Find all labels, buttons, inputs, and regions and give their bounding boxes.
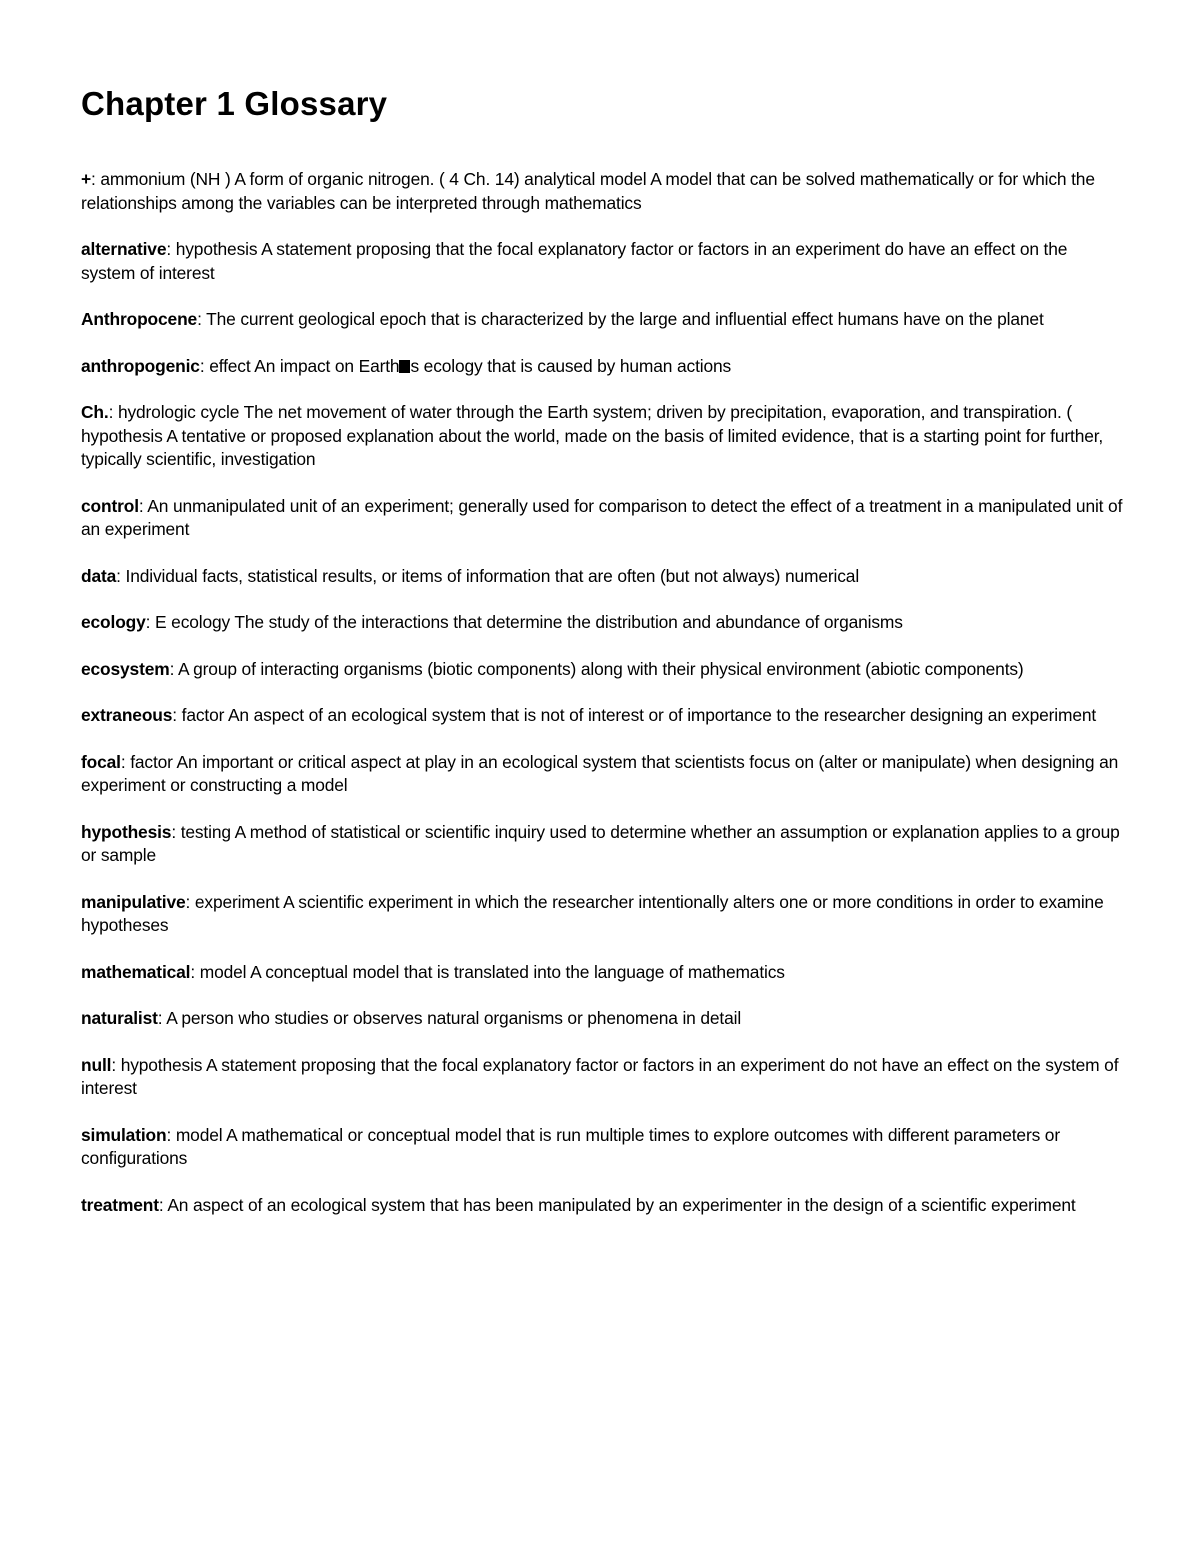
glossary-definition: A group of interacting organisms (biotic components) along with their physical environment (abiotic components) <box>177 658 1024 679</box>
glossary-entry <box>81 751 1126 798</box>
glossary-definition-part: s ecology that is caused by human actions <box>410 355 732 376</box>
glossary-entry <box>81 238 1126 285</box>
glossary-definition: A person who studies or observes natural organisms or phenomena in detail <box>166 1008 742 1028</box>
glossary-definition: An unmanipulated unit of an experiment; generally used for comparison to detect the effect of a treatment in a manipulated unit of an experiment <box>81 495 1123 539</box>
glossary-entry <box>81 355 1126 379</box>
glossary-term: focal <box>81 751 121 772</box>
term-separator: : <box>166 1124 176 1145</box>
term-separator: : <box>111 1054 121 1075</box>
glossary-entry <box>81 308 1126 332</box>
glossary-definition: factor An aspect of an ecological system that is not of interest or of importance to the researcher designing an experiment <box>181 705 1097 725</box>
glossary-term: alternative <box>81 239 167 259</box>
term-separator: : <box>169 658 178 679</box>
glossary-list <box>81 168 1126 1217</box>
glossary-definition-part: effect An impact on Earth <box>209 355 400 376</box>
glossary-definition: E ecology The study of the interactions that determine the distribution and abundance of organisms <box>155 612 903 632</box>
term-separator: : <box>185 891 195 912</box>
glossary-entry <box>81 1124 1126 1171</box>
term-separator: : <box>91 169 101 189</box>
glossary-definition: ammonium (NH ) A form of organic nitrogen. ( 4 Ch. 14) analytical model A model that can be solved mathematically or for which the relationships among the variables can be interpreted through mathematics <box>81 169 1095 213</box>
glossary-entry <box>81 1007 1126 1031</box>
glossary-entry <box>81 401 1126 472</box>
glossary-term: anthropogenic <box>81 355 200 376</box>
term-separator: : <box>120 751 131 772</box>
page-title: Chapter 1 Glossary <box>81 85 388 122</box>
glossary-definition: testing A method of statistical or scientific inquiry used to determine whether an assumption or explanation applies to a group or sample <box>81 821 1120 865</box>
term-separator: : <box>199 355 210 376</box>
glossary-term: null <box>81 1054 112 1075</box>
glossary-term: naturalist <box>81 1008 158 1028</box>
term-separator: : <box>166 239 176 259</box>
term-separator: : <box>197 309 207 329</box>
glossary-term: simulation <box>81 1124 167 1145</box>
glossary-definition: Individual facts, statistical results, or items of information that are often (but not always) numerical <box>125 565 860 586</box>
glossary-term: Anthropocene <box>81 309 198 329</box>
term-separator: : <box>172 705 182 725</box>
glossary-term: data <box>81 565 117 586</box>
glossary-definition: hypothesis A statement proposing that the focal explanatory factor or factors in an experiment do not have an effect on the system of interest <box>81 1054 1119 1098</box>
term-separator: : <box>145 612 156 632</box>
glossary-definition: model A conceptual model that is translated into the language of mathematics <box>199 961 785 982</box>
glossary-term: hypothesis <box>81 821 172 842</box>
glossary-definition: experiment A scientific experiment in which the researcher intentionally alters one or more conditions in order to examine hypotheses <box>81 891 1104 935</box>
term-separator: : <box>171 821 181 842</box>
glossary-entry <box>81 565 1126 589</box>
glossary-entry <box>81 1054 1126 1101</box>
glossary-term: Ch. <box>81 402 109 422</box>
term-separator: : <box>116 565 126 586</box>
glossary-definition: model A mathematical or conceptual model that is run multiple times to explore outcomes with different parameters or configurations <box>81 1124 1060 1168</box>
document-page <box>81 84 1126 1240</box>
glossary-term: mathematical <box>81 961 191 982</box>
glossary-definition: hydrologic cycle The net movement of water through the Earth system; driven by precipitation, evaporation, and transpiration. ( hypothesis A tentative or proposed explanation about the world, made on the basis of limited evidence, that is a starting point for further, typically scientific, investigation <box>81 402 1104 469</box>
glossary-entry <box>81 495 1126 542</box>
term-separator: : <box>157 1008 167 1028</box>
glossary-definition: factor An important or critical aspect at play in an ecological system that scientists focus on (alter or manipulate) when designing an experiment or constructing a model <box>81 751 1119 795</box>
glossary-definition: The current geological epoch that is characterized by the large and influential effect humans have on the planet <box>206 309 1044 329</box>
glossary-entry <box>81 658 1126 682</box>
glossary-entry <box>81 168 1126 215</box>
term-separator: : <box>138 495 148 516</box>
glossary-term: + <box>81 169 92 189</box>
glossary-term: treatment <box>81 1194 159 1215</box>
glossary-term: control <box>81 495 139 516</box>
glossary-term: manipulative <box>81 891 186 912</box>
term-separator: : <box>158 1194 168 1215</box>
glossary-entry <box>81 611 1126 635</box>
glossary-term: extraneous <box>81 705 173 725</box>
term-separator: : <box>190 961 200 982</box>
glossary-entry <box>81 1194 1126 1218</box>
glossary-entry <box>81 961 1126 985</box>
glossary-entry <box>81 821 1126 868</box>
glossary-definition: An aspect of an ecological system that has been manipulated by an experimenter in the design of a scientific experiment <box>167 1194 1076 1215</box>
glossary-entry <box>81 891 1126 938</box>
unrendered-glyph-block <box>399 360 410 373</box>
glossary-entry <box>81 704 1126 728</box>
glossary-term: ecosystem <box>81 658 170 679</box>
glossary-term: ecology <box>81 612 146 632</box>
glossary-definition: hypothesis A statement proposing that the focal explanatory factor or factors in an experiment do have an effect on the system of interest <box>81 239 1068 283</box>
term-separator: : <box>108 402 118 422</box>
